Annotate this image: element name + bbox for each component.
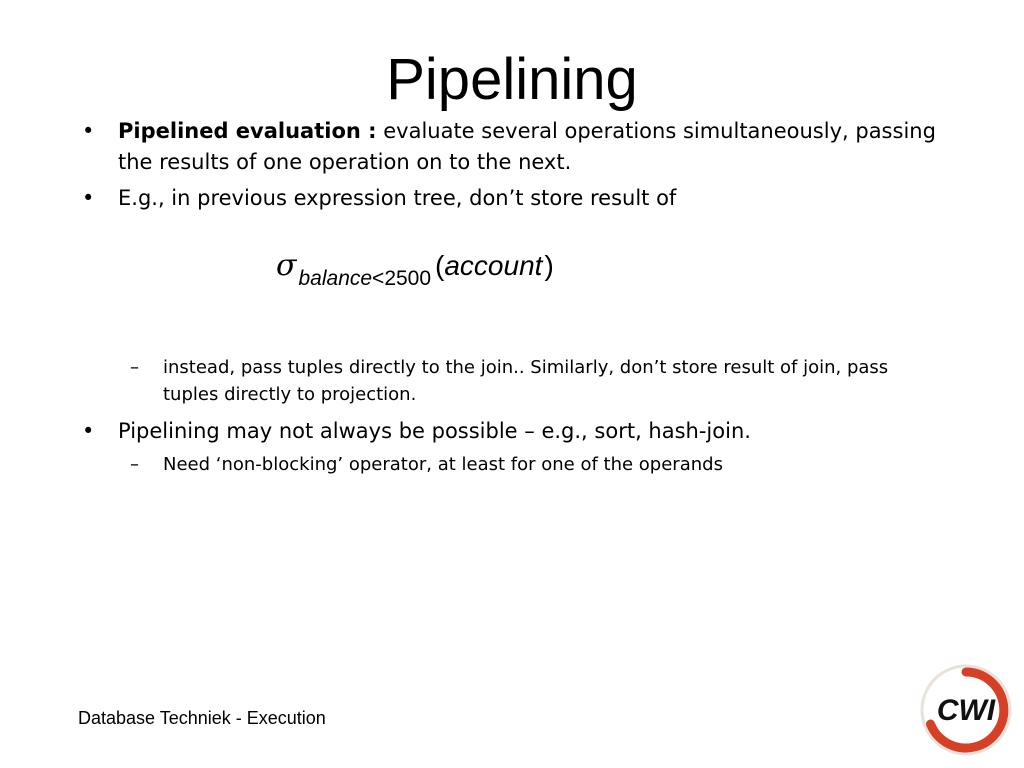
bullet-example: [82, 183, 942, 214]
bullet-marker: •: [82, 186, 95, 210]
bullet-marker: •: [82, 119, 95, 143]
subbullet-text: Need ‘non-blocking’ operator, at least for one of the operands: [163, 454, 723, 475]
logo-text: CWI: [936, 694, 996, 727]
subbullet-non-blocking: [130, 451, 940, 478]
subbullet-marker: –: [130, 454, 139, 475]
bullet-pipelining-limits: [82, 416, 942, 447]
bullet-body: evaluate several operations simultaneously, passing the results of one operation on to the next.: [118, 119, 936, 174]
bullet-text: E.g., in previous expression tree, don’t store result of: [118, 186, 677, 210]
bullet-marker: •: [82, 419, 95, 443]
subbullet-marker: –: [130, 357, 139, 378]
condition-attribute: balance: [298, 267, 373, 290]
bullet-lead: Pipelined evaluation :: [118, 119, 377, 143]
cwi-logo-icon: [918, 662, 1014, 758]
close-paren: ): [544, 250, 554, 281]
bullet-text: [118, 116, 942, 178]
bullet-text: Pipelining may not always be possible – e.g., sort, hash-join.: [118, 419, 751, 443]
subbullet-text: instead, pass tuples directly to the join.. Similarly, don’t store result of join, pass tuples directly to projection.: [163, 357, 889, 405]
open-paren: (: [435, 250, 445, 281]
bullet-pipelined-evaluation: [82, 116, 942, 178]
relation-argument: account: [444, 250, 543, 281]
slide-title: Pipelining: [386, 47, 638, 112]
slide-footer: Database Techniek - Execution: [78, 708, 326, 728]
selection-condition: [298, 267, 431, 290]
condition-operator: <: [372, 267, 385, 290]
subbullet-pass-tuples: [130, 354, 940, 408]
sigma-symbol: σ: [276, 248, 297, 283]
condition-value: 2500: [384, 267, 432, 290]
selection-formula: [276, 248, 554, 290]
